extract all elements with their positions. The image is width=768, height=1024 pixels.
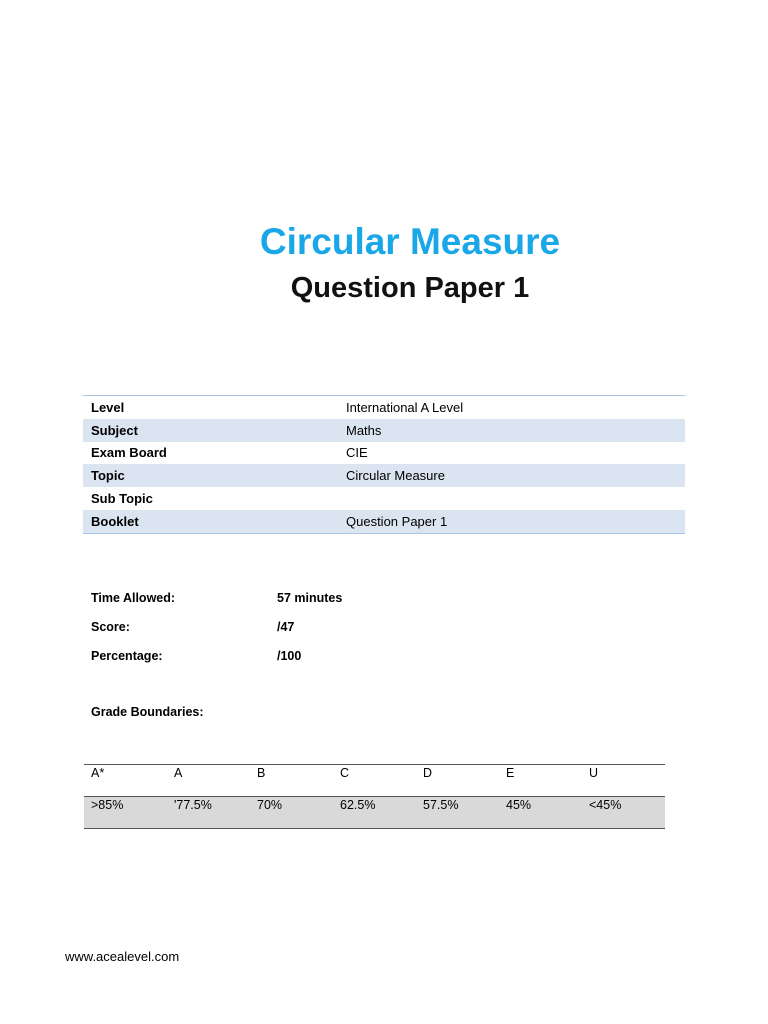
grade-boundaries-table bbox=[84, 764, 665, 829]
grade-cell: E bbox=[506, 766, 515, 780]
info-key: Subject bbox=[91, 422, 138, 438]
boundary-cell: >85% bbox=[91, 798, 124, 812]
boundary-cell: 70% bbox=[257, 798, 283, 812]
page-title: Circular Measure bbox=[259, 221, 561, 262]
info-key: Booklet bbox=[91, 513, 139, 529]
info-table bbox=[83, 395, 685, 534]
grade-cell: A* bbox=[91, 766, 105, 780]
info-row-sub-topic bbox=[83, 487, 685, 510]
boundary-cell: 45% bbox=[506, 798, 532, 812]
boundary-cell: '77.5% bbox=[174, 798, 212, 812]
percentage-value: /100 bbox=[277, 649, 302, 663]
info-value: Question Paper 1 bbox=[346, 513, 448, 529]
percentage-label: Percentage: bbox=[91, 649, 163, 663]
grade-cell: B bbox=[257, 766, 266, 780]
info-row-booklet bbox=[83, 510, 685, 533]
score-value: /47 bbox=[277, 620, 295, 634]
score-label: Score: bbox=[91, 620, 130, 634]
info-key: Topic bbox=[91, 468, 125, 484]
page-subtitle: Question Paper 1 bbox=[290, 272, 530, 304]
grade-cell: A bbox=[174, 766, 183, 780]
info-value: CIE bbox=[346, 445, 368, 461]
info-row-subject bbox=[83, 419, 685, 442]
info-row-topic bbox=[83, 464, 685, 487]
footer-url: www.acealevel.com bbox=[65, 949, 180, 964]
time-allowed-label: Time Allowed: bbox=[91, 591, 176, 605]
info-key: Level bbox=[91, 399, 125, 415]
boundary-cell: 57.5% bbox=[423, 798, 459, 812]
grade-boundary-row bbox=[84, 797, 665, 828]
info-key: Exam Board bbox=[91, 445, 167, 461]
time-allowed-value: 57 minutes bbox=[277, 591, 343, 605]
info-key: Sub Topic bbox=[91, 491, 153, 507]
info-value: Circular Measure bbox=[346, 468, 445, 484]
info-row-level bbox=[83, 396, 685, 419]
info-value: International A Level bbox=[346, 399, 464, 415]
info-row-exam-board bbox=[83, 442, 685, 465]
boundary-cell: 62.5% bbox=[340, 798, 376, 812]
grade-cell: U bbox=[589, 766, 599, 780]
grade-cell: C bbox=[340, 766, 350, 780]
boundary-cell: <45% bbox=[589, 798, 622, 812]
grade-cell: D bbox=[423, 766, 433, 780]
grade-header-row bbox=[84, 765, 665, 797]
grade-boundaries-label: Grade Boundaries: bbox=[91, 705, 204, 719]
info-value: Maths bbox=[346, 422, 382, 438]
